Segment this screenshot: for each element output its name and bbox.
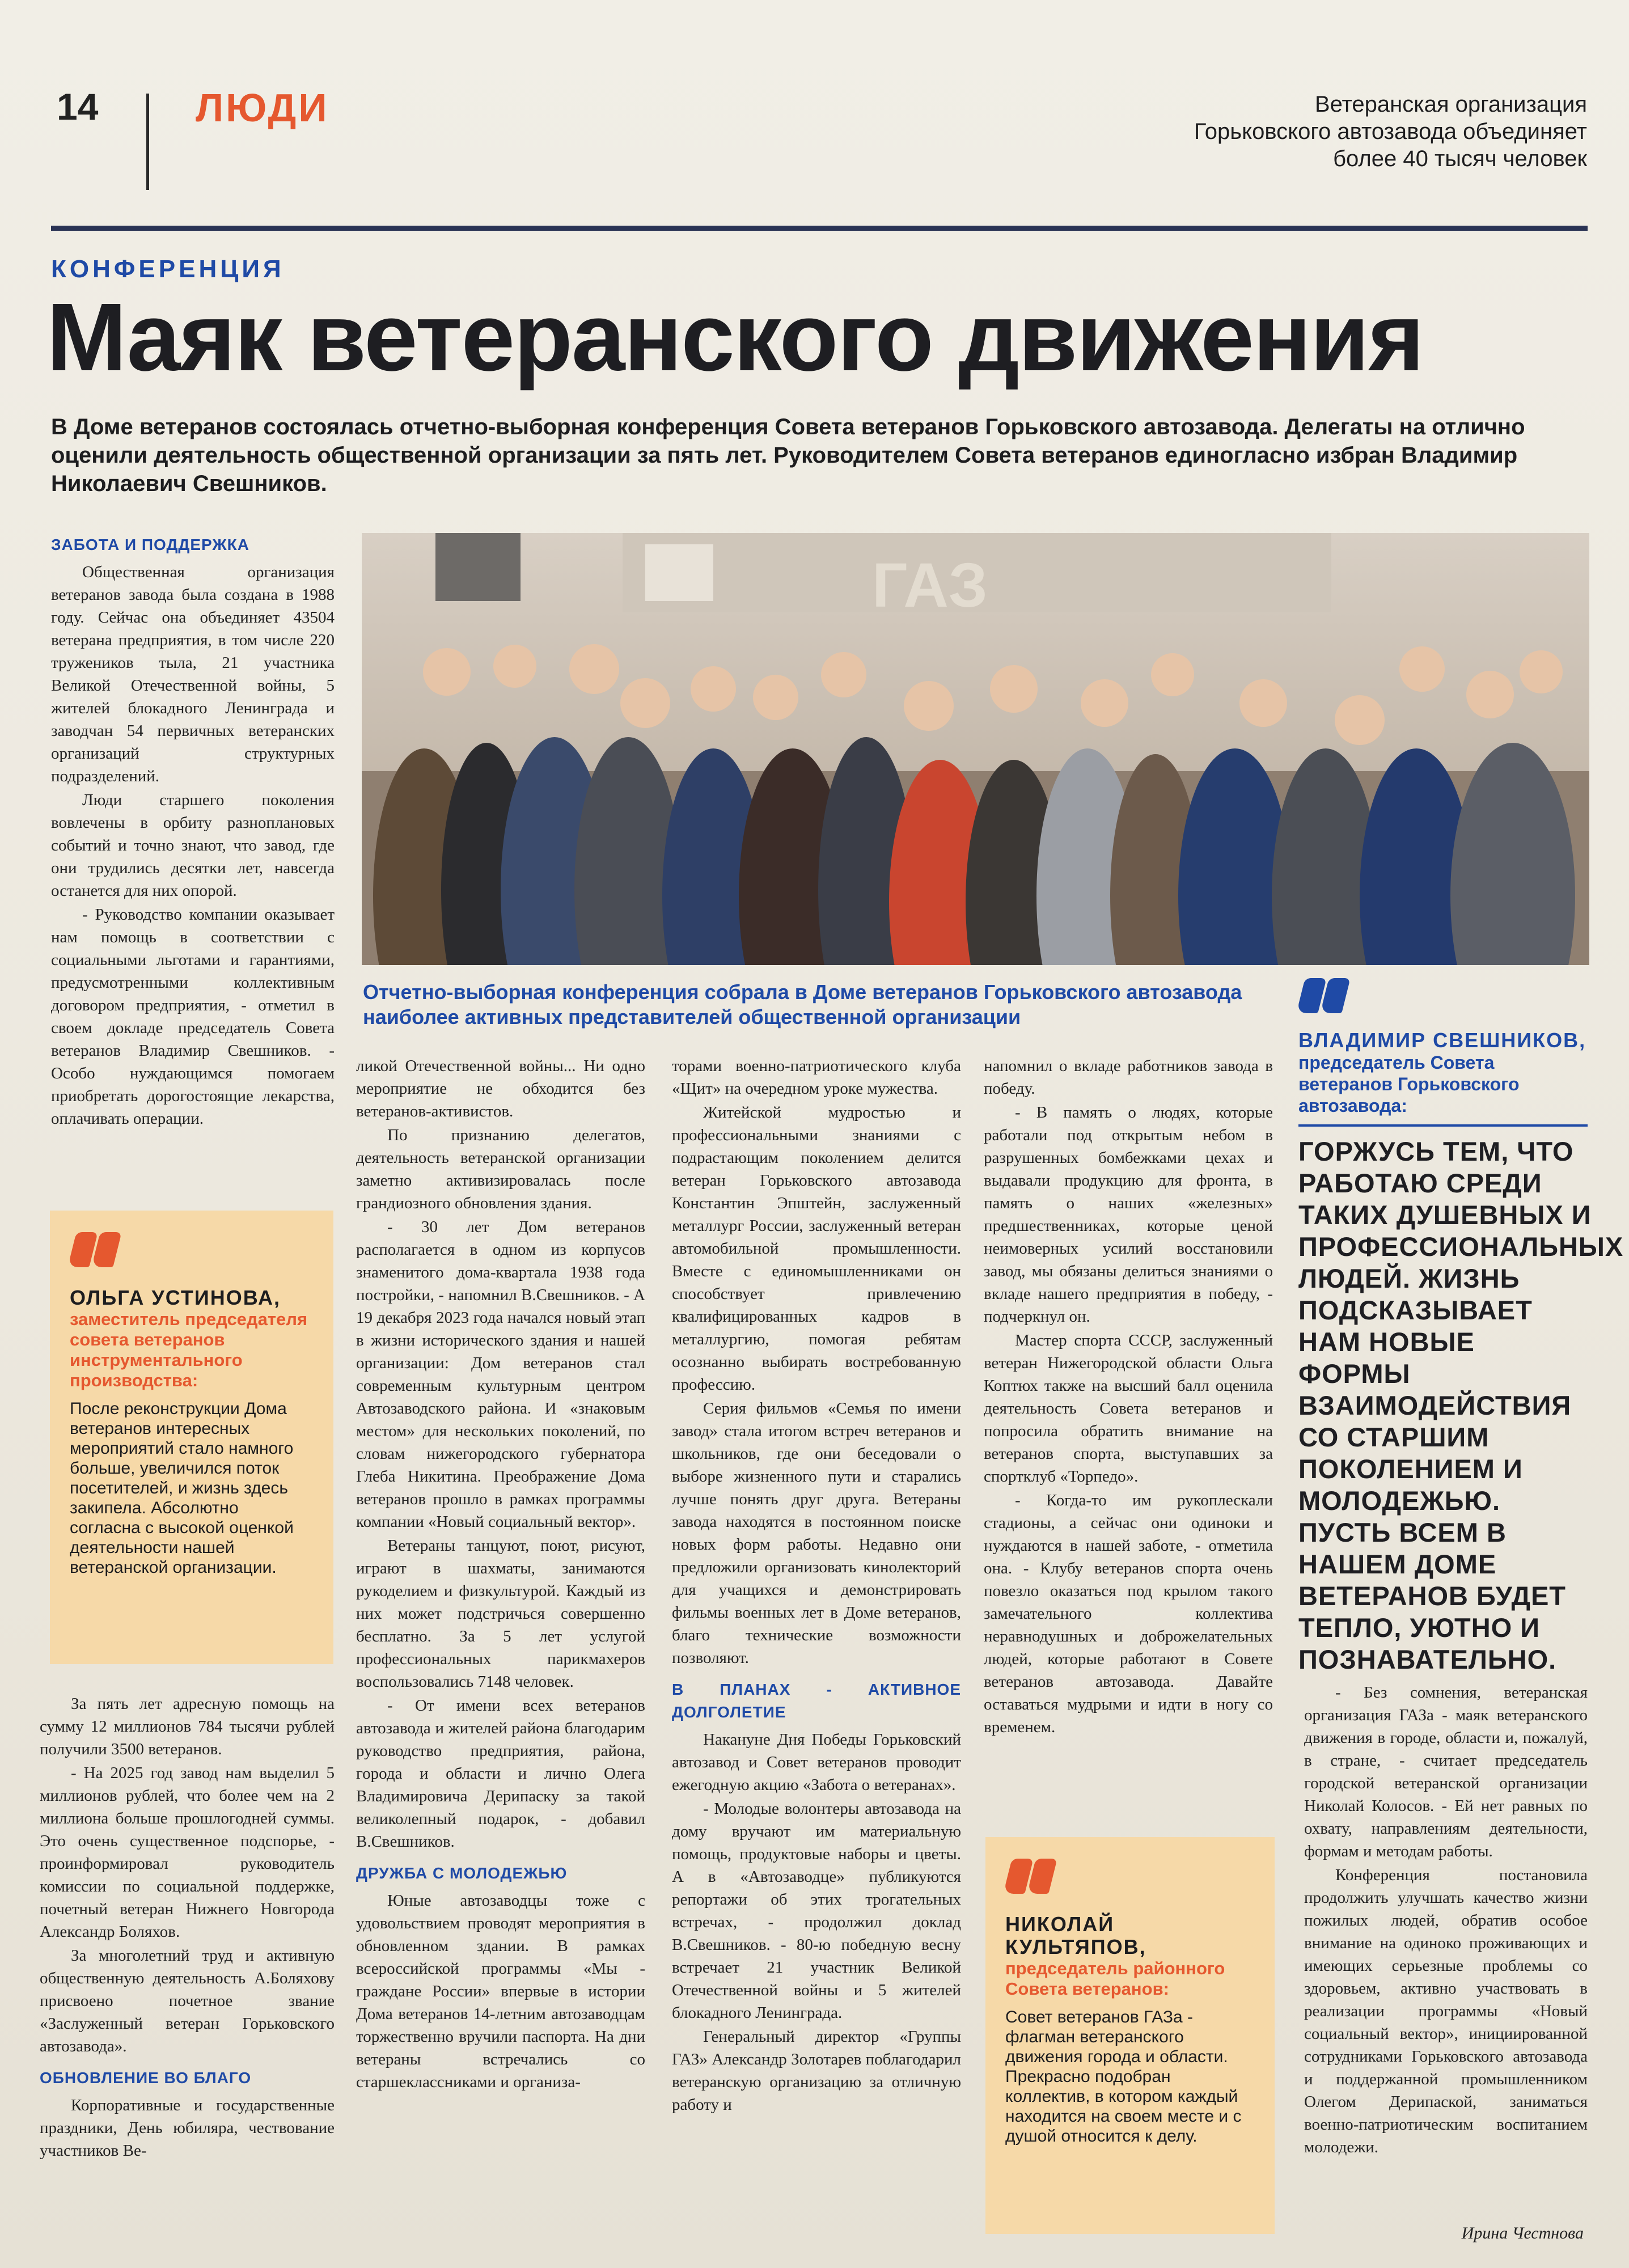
paragraph: За пять лет адресную помощь на сумму 12 миллионов 784 тысячи рублей получили 3500 ветеранов. [40,1695,335,1758]
quote-author-role: заместитель председателя совета ветеранов инструментального производства: [70,1309,308,1390]
quote-box-kultyapov [985,1837,1275,2234]
paragraph: Мастер спорта СССР, заслуженный ветеран Нижегородской области Ольга Коптюх также на высший балл оценила деятельность Совета ветеранов и попросила обратить внимание на ветеранов спорта, выступавших за спортклуб «Торпедо». [984,1331,1273,1486]
article-author: Ирина Честнова [1461,2224,1584,2242]
paragraph: За многолетний труд и активную общественную деятельность А.Боляхову присвоено почетное звание «Заслуженный ветеран Горьковского автозавода». [40,1947,335,2055]
header-rule [51,226,1588,231]
quote-text: Совет ветеранов ГАЗа - флагман ветеранского движения города и области. Прекрасно подобран коллектив, в котором каждый находится на своем месте и с душой относится к делу. [1005,2008,1242,2146]
subhead-care: ЗАБОТА И ПОДДЕРЖКА [51,536,249,553]
paragraph: По признанию делегатов, деятельность ветеранской организации заметно активизировалась после грандиозного обновления здания. [356,1126,645,1212]
column-1-bottom [40,1692,335,2163]
paragraph: торами военно-патриотического клуба «Щит» на очередном уроке мужества. [672,1057,961,1098]
quote-text: После реконструкции Дома ветеранов интересных мероприятий стало намного больше, увеличился поток посетителей, и жизнь здесь закипела. Абсолютно согласна с высокой оценкой деятельности нашей ветеранской организации. [70,1399,294,1577]
paragraph: Ветераны танцуют, поют, рисуют, играют в шахматы, занимаются рукоделием и физкультурой. Каждый из них может подстричься совершенно бесплатно. За 5 лет услугой профессиональных парикмахеров воспользовались 7148 человек. [356,1537,645,1691]
subhead-youth: ДРУЖБА С МОЛОДЕЖЬЮ [356,1864,568,1882]
quote-text: ГОРЖУСЬ ТЕМ, ЧТО РАБОТАЮ СРЕДИ ТАКИХ ДУШЕВНЫХ И ПРОФЕССИОНАЛЬНЫХ ЛЮДЕЙ. ЖИЗНЬ ПОДСКАЗЫВАЕТ НАМ НОВЫЕ ФОРМЫ ВЗАИМОДЕЙСТВИЯ СО СТАРШИМ ПОКОЛЕНИЕМ И МОЛОДЕЖЬЮ. ПУСТЬ ВСЕМ В НАШЕМ ДОМЕ ВЕТЕРАНОВ БУДЕТ ТЕПЛО, УЮТНО И ПОЗНАВАТЕЛЬНО. [1298,1136,1624,1674]
paragraph: Серия фильмов «Семья по имени завод» стала итогом встреч ветеранов и школьников, где они беседовали о выборе жизненного пути и старались лучше понять друг друга. Ветераны завода находятся в постоянном поиске новых форм работы. Недавно они предложили организовать кинолекторий для учащихся и демонстрировать фильмы военных лет в Доме ветеранов, благо технические возможности позволяют. [672,1399,961,1667]
paragraph: Общественная организация ветеранов завода была создана в 1988 году. Сейчас она объединяет 43504 ветерана предприятия, в том числе 220 тружеников тыла, 21 участника Великой Отечественной войны, 5 жителей блокадного Ленинграда и заводчан 54 первичных ветеранских организаций структурных подразделений. [51,563,335,785]
group-photo [362,533,1589,965]
paragraph: - На 2025 год завод нам выделил 5 миллионов рублей, что более чем на 2 миллиона больше прошлогодней суммы. Это очень существенное подспорье, - проинформировал руководитель комиссии по социальной поддержке, почетный ветеран Нижнего Новгорода Александр Боляхов. [40,1764,335,1941]
quote-divider [1298,1124,1588,1127]
paragraph: - Когда-то им рукоплескали стадионы, а сейчас они одиноки и нуждаются в нашей заботе, - отметила она. - Клубу ветеранов спорта очень повезло оказаться под крылом такого замечательного коллектива неравнодушных и доброжелательных людей, которые работают в Совете ветеранов автозавода. Давайте оставаться мудрыми и идти в ногу со временем. [984,1491,1273,1736]
photo-logo-text: ГАЗ [872,551,988,620]
quote-icon [1005,1859,1056,1898]
paragraph: - В память о людях, которые работали под открытым небом в разрушенных бомбежками цехах и выдавали продукцию для фронта, в память о наших «железных» предшественниках, которые ценой неимоверных усилий восстановили завод, мы обязаны делиться знаниями о вкладе нашего предприятия в победу, - подчеркнул он. [984,1103,1273,1326]
quote-author-name: ОЛЬГА УСТИНОВА, [70,1286,281,1309]
article-lead: В Доме ветеранов состоялась отчетно-выборная конференция Совета ветеранов Горьковского автозавода. Делегаты на отлично оценили деятельность общественной организации за пять лет. Руководителем Совета ветеранов единогласно избран Владимир Николаевич Свешников. [51,414,1525,496]
quote-author-name: ВЛАДИМИР СВЕШНИКОВ, [1298,1029,1586,1052]
paragraph: ликой Отечественной войны... Ни одно мероприятие не обходится без ветеранов-активистов. [356,1057,645,1120]
quote-author-name: НИКОЛАЙ КУЛЬТЯПОВ, [1005,1912,1146,1958]
column-2 [356,1055,645,2094]
quote-author-role: председатель районного Совета ветеранов: [1005,1958,1225,1999]
paragraph: напомнил о вкладе работников завода в победу. [984,1057,1273,1098]
photo-caption: Отчетно-выборная конференция собрала в Доме ветеранов Горьковского автозавода наиболее активных представителей общественной организации [363,980,1242,1029]
header-divider [146,94,149,190]
column-3 [672,1055,961,2117]
paragraph: Генеральный директор «Группы ГАЗ» Александр Золотарев поблагодарил ветеранскую организацию за отличную работу и [672,2028,961,2114]
paragraph: Юные автозаводцы тоже с удовольствием проводят мероприятия в обновленном здании. В рамках всероссийской программы «Мы - граждане России» впервые в истории Дома ветеранов 14-летним автозаводцам торжественно вручили паспорта. На дни ветераны встречались со старшеклассниками и организа- [356,1892,645,2091]
paragraph: Житейской мудростью и профессиональными знаниями с подрастающим поколением делится ветеран Горьковского автозавода Константин Эпштейн, заслуженный металлург России, заслуженный ветеран автомобильной промышленности. Вместе с единомышленниками он способствует привлечению квалифицированных кадров в металлургию, помогая ребятам осознанно выбирать востребованную профессию. [672,1103,961,1394]
group-photo-illustration [362,533,1589,965]
section-title: ЛЮДИ [196,86,329,130]
subhead-plans: В ПЛАНАХ - АКТИВНОЕ ДОЛГОЛЕТИЕ [672,1681,961,1721]
article-headline: Маяк ветеранского движения [46,284,1424,391]
column-4 [984,1055,1273,1740]
article-kicker: КОНФЕРЕНЦИЯ [51,255,285,283]
paragraph: - Молодые волонтеры автозавода на дому вручают им материальную помощь, продуктовые наборы и цветы. А в «Автозаводце» публикуются репортажи об этих трогательных встречах, - продолжил доклад В.Свешников. - 80-ю победную весну встречает 21 участник Великой Отечественной войны и 5 жителей блокадного Ленинграда. [672,1800,961,2022]
column-5 [1304,1681,1588,2160]
quote-icon [1298,978,1349,1018]
paragraph: - От имени всех ветеранов автозавода и жителей района благодарим руководство предприятия, района, города и области и лично Олега Владимировича Дерипаску за такой великолепный подарок, - добавил В.Свешников. [356,1696,645,1851]
quote-author-role: председатель Совета ветеранов Горьковского автозавода: [1298,1052,1520,1116]
quote-box-ustinova [50,1211,333,1664]
quote-icon [70,1232,121,1272]
paragraph: - Без сомнения, ветеранская организация ГАЗа - маяк ветеранского движения в городе, области и, пожалуй, в стране, - считает председатель городской ветеранской организации Николай Колосов. - Ей нет равных по охвату, направлениям деятельности, формам и методам работы. [1304,1683,1588,1860]
paragraph: Накануне Дня Победы Горьковский автозавод и Совет ветеранов проводит ежегодную акцию «Забота о ветеранах». [672,1730,961,1794]
header-tagline: Ветеранская организация Горьковского автозавода объединяет более 40 тысяч человек [1194,92,1587,171]
paragraph: Корпоративные и государственные праздники, День юбиляра, чествование участников Ве- [40,2096,335,2160]
paragraph: Люди старшего поколения вовлечены в орбиту разноплановых событий и точно знают, что завод, где они трудились десятки лет, навсегда останется для них опорой. [51,791,335,900]
page-number: 14 [57,86,99,128]
paragraph: - Руководство компании оказывает нам помощь в соответствии с социальными льготами и гарантиями, предусмотренными коллективным договором предприятия, - отметил в своем докладе председатель Совета ветеранов Владимир Свешников. - Особо нуждающимся помогаем приобретать дорогостоящие лекарства, оплачивать операции. [51,905,335,1128]
quote-sveshnikov [1298,978,1624,1675]
paragraph: Конференция постановила продолжить улучшать качество жизни пожилых людей, обратив особое внимание на одиноко проживающих и имеющих серьезные проблемы со здоровьем, активно участвовать в реализации программы «Новый социальный вектор», инициированной сотрудниками Горьковского автозавода и поддержанной промышленником Олегом Дерипаской, заниматься военно-патриотическим воспитанием молодежи. [1304,1866,1588,2156]
column-1 [51,524,335,1131]
subhead-renewal: ОБНОВЛЕНИЕ ВО БЛАГО [40,2069,252,2087]
paragraph: - 30 лет Дом ветеранов располагается в одном из корпусов знаменитого дома-квартала 1938 года постройки, - напомнил В.Свешников. - А 19 декабря 2023 года начался новый этап в жизни исторического здания и нашей организации: Дом ветеранов стал современным культурным центром Автозаводского района. И «знаковым местом» для нескольких поколений, по словам нижегородского губернатора Глеба Никитина. Преображение Дома ветеранов прошло в рамках программы компании «Новый социальный вектор». [356,1218,645,1531]
